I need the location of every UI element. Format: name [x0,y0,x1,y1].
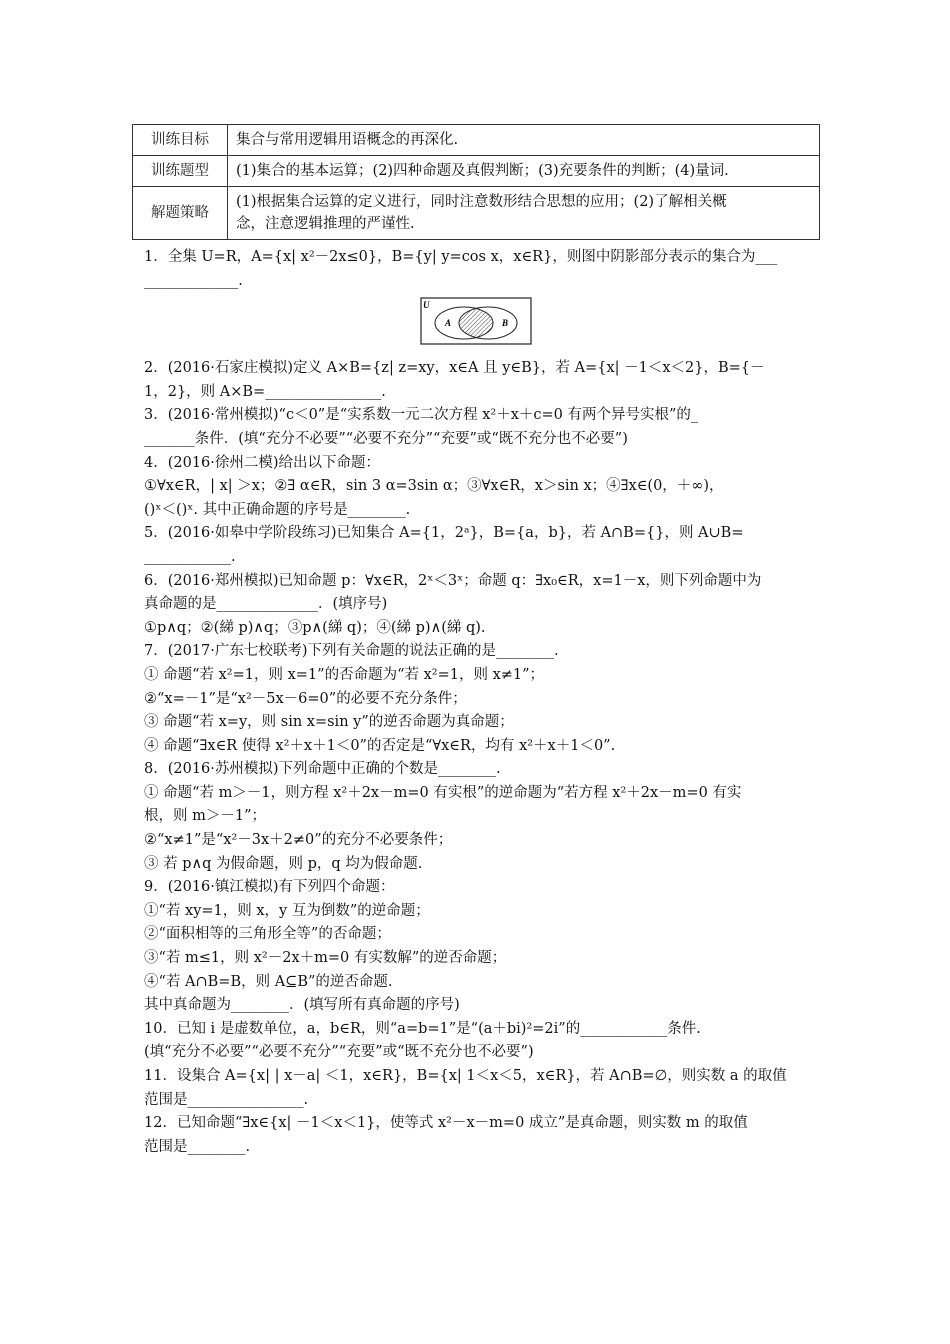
table-key: 训练题型 [133,156,228,187]
training-info-table [132,124,820,240]
problem-line: 2．(2016·石家庄模拟)定义 A×B={z| z=xy，x∈A 且 y∈B}，若 A={x| －1＜x＜2}，B={－ [144,360,765,377]
problem-line: 范围是________. [144,1138,251,1155]
problem-line: ① 命题“若 x²=1，则 x=1”的否命题为“若 x²=1，则 x≠1”； [144,666,545,683]
problem-line: 12．已知命题“∃x∈{x| －1＜x＜1}，使等式 x²－x－m=0 成立”是真命题，则实数 m 的取值 [144,1115,748,1132]
problem-line: ④“若 A∩B=B，则 A⊆B”的逆否命题. [144,973,393,990]
problem-line: 1．全集 U=R，A={x| x²－2x≤0}，B={y| y=cos x，x∈R}，则图中阴影部分表示的集合为___ [144,249,778,265]
table-value: (1)集合的基本运算；(2)四种命题及真假判断；(3)充要条件的判断；(4)量词. [228,156,820,187]
table-value: 集合与常用逻辑用语概念的再深化. [228,125,820,156]
table-row [133,125,820,156]
table-value-line: (1)根据集合运算的定义进行，同时注意数形结合思想的应用；(2)了解相关概 [236,194,727,210]
problem-line: 4．(2016·徐州二模)给出以下命题： [144,454,381,471]
problem-line: ____________. [144,548,236,565]
problem-line: ①∀x∈R，| x| ＞x；②∃ α∈R，sin 3 α=3sin α；③∀x∈R，x＞sin x；④∃x∈(0，＋∞)， [144,478,724,495]
problem-line: ②“x=－1”是“x²－5x－6=0”的必要不充分条件； [144,690,467,707]
problem-line: 根，则 m＞－1”； [144,808,266,825]
problem-line: 其中真命题为________．(填写所有真命题的序号) [144,997,460,1014]
problem-block [144,246,820,293]
table-value [228,187,820,240]
venn-label-u: U [423,300,430,311]
problem-list [144,246,820,1159]
problem-line: 6．(2016·郑州模拟)已知命题 p：∀x∈R，2ˣ＜3ˣ；命题 q：∃x₀∈R，x=1－x，则下列命题中为 [144,572,762,589]
table-value-line: 念，注意逻辑推理的严谨性. [236,216,415,232]
problem-line: ③“若 m≤1，则 x²－2x＋m=0 有实数解”的逆否命题； [144,950,507,967]
problem-line: 3．(2016·常州模拟)“c＜0”是“实系数一元二次方程 x²＋x＋c=0 有两个异号实根”的_ [144,407,699,424]
problem-line: ① 命题“若 m＞－1，则方程 x²＋2x－m=0 有实根”的逆命题为“若方程 x²＋2x－m=0 有实 [144,784,742,801]
problem-line: 11．设集合 A={x| | x－a| ＜1，x∈R}，B={x| 1＜x＜5，x∈R}，若 A∩B=∅，则实数 a 的取值 [144,1068,787,1084]
problem-line: ④ 命题“∃x∈R 使得 x²＋x＋1＜0”的否定是“∀x∈R，均有 x²＋x＋1＜0”. [144,737,616,754]
table-row [133,187,820,240]
problem-line: ②“面积相等的三角形全等”的否命题； [144,926,391,943]
venn-label-b: B [502,318,509,329]
problem-line: ②“x≠1”是“x²－3x＋2≠0”的充分不必要条件； [144,832,453,849]
table-key: 训练目标 [133,125,228,156]
table-row [133,156,820,187]
problem-line: 5．(2016·如皋中学阶段练习)已知集合 A={1，2ᵃ}，B={a，b}，若 A∩B={}，则 A∪B= [144,525,744,542]
problem-line: 10．已知 i 是虚数单位，a，b∈R，则“a=b=1”是“(a＋bi)²=2i”的____________条件. [144,1020,701,1037]
problem-line: ①p∧q；②(綈 p)∧q；③p∧(綈 q)；④(綈 p)∧(綈 q). [144,619,486,636]
problem-line: ①“若 xy=1，则 x，y 互为倒数”的逆命题； [144,902,430,919]
problem-line: (填“充分不必要”“必要不充分”“充要”或“既不充分也不必要”) [144,1044,534,1061]
problem-line: 7．(2017·广东七校联考)下列有关命题的说法正确的是________. [144,643,559,660]
problem-line: _______条件．(填“充分不必要”“必要不充分”“充要”或“既不充分也不必要”) [144,430,628,447]
venn-diagram-icon [420,297,532,345]
problem-line: ③ 若 p∧q 为假命题，则 p，q 均为假命题. [144,855,423,872]
problem-line: 9．(2016·镇江模拟)有下列四个命题： [144,879,395,896]
problem-line: 真命题的是______________．(填序号) [144,596,388,613]
problem-line: ()ˣ＜()ˣ. 其中正确命题的序号是________. [144,501,411,518]
table-key: 解题策略 [133,187,228,240]
problem-line: _____________. [144,272,243,289]
venn-label-a: A [445,318,452,329]
problem-line: 8．(2016·苏州模拟)下列命题中正确的个数是________. [144,761,501,778]
problem-line: ③ 命题“若 x=y，则 sin x=sin y”的逆否命题为真命题； [144,714,514,731]
problem-line: 范围是________________. [144,1091,309,1108]
problem-block [144,357,820,1159]
problem-line: 1，2}，则 A×B=________________. [144,383,386,400]
venn-figure [144,297,820,357]
